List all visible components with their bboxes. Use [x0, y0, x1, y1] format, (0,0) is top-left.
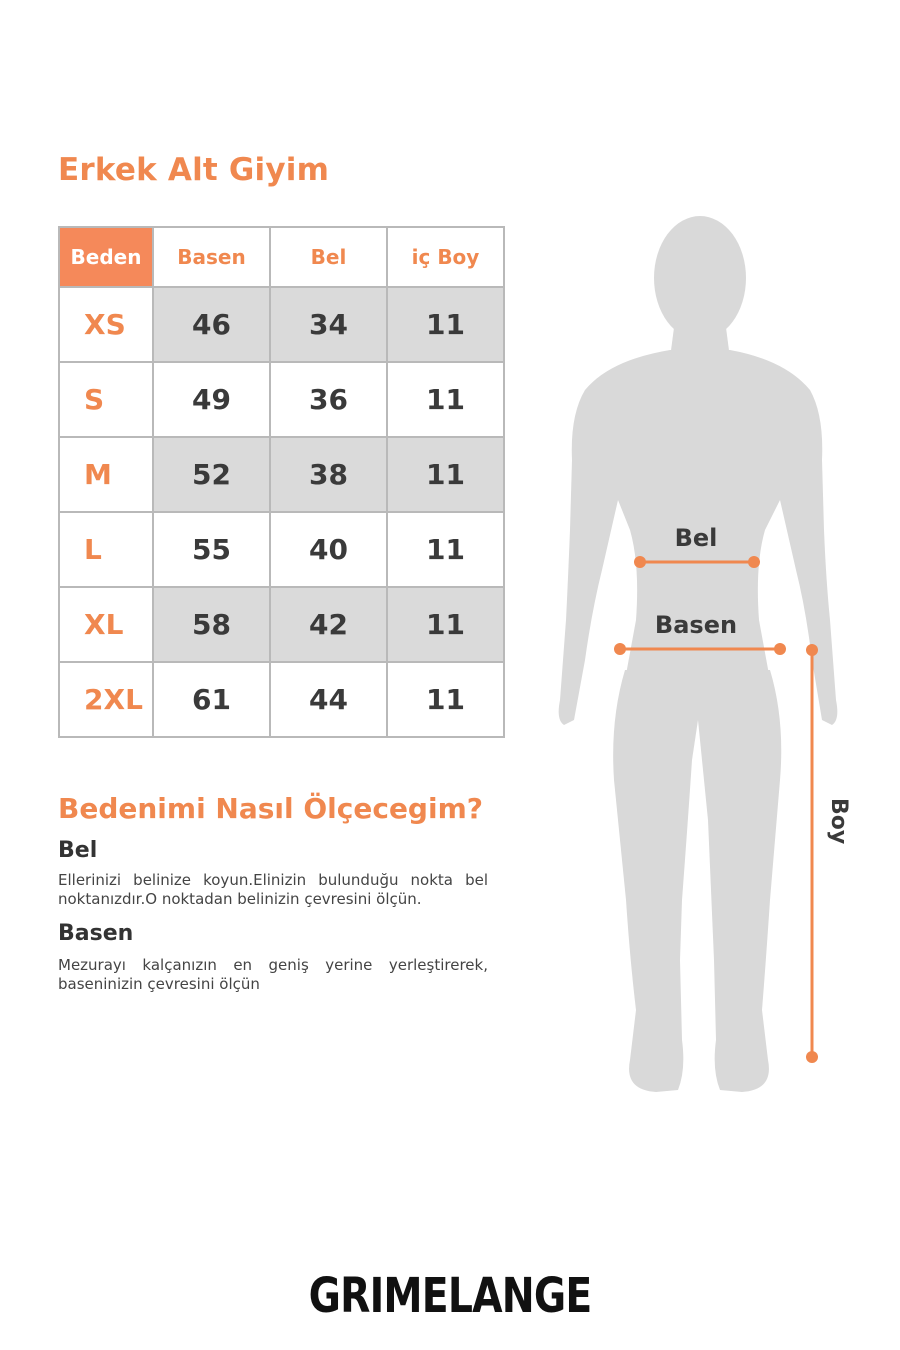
header-ic-boy: iç Boy [387, 227, 504, 287]
table-row [59, 437, 504, 512]
boy-cell: 11 [387, 362, 504, 437]
header-bel: Bel [270, 227, 387, 287]
bel-heading: Bel [58, 838, 98, 863]
bel-cell: 36 [270, 362, 387, 437]
basen-cell: 55 [153, 512, 270, 587]
basen-cell: 58 [153, 587, 270, 662]
table-row [59, 287, 504, 362]
page-title: Erkek Alt Giyim [58, 152, 330, 188]
size-cell: 2XL [59, 662, 153, 737]
bel-measure-start [634, 556, 646, 568]
bel-label: Bel [674, 524, 718, 552]
guide-title: Bedenimi Nasıl Ölçecegim? [58, 792, 483, 825]
boy-cell: 11 [387, 437, 504, 512]
table-row [59, 362, 504, 437]
basen-cell: 49 [153, 362, 270, 437]
basen-measure-end [774, 643, 786, 655]
boy-cell: 11 [387, 587, 504, 662]
boy-label: Boy [826, 798, 851, 845]
size-cell: L [59, 512, 153, 587]
bel-cell: 40 [270, 512, 387, 587]
table-row [59, 512, 504, 587]
bel-cell: 34 [270, 287, 387, 362]
boy-measure-start [806, 644, 818, 656]
header-beden: Beden [59, 227, 153, 287]
basen-heading: Basen [58, 921, 134, 946]
size-cell: S [59, 362, 153, 437]
bel-cell: 44 [270, 662, 387, 737]
size-cell: XL [59, 587, 153, 662]
basen-label: Basen [654, 611, 738, 639]
boy-measure-end [806, 1051, 818, 1063]
basen-cell: 52 [153, 437, 270, 512]
boy-cell: 11 [387, 662, 504, 737]
size-table [58, 226, 505, 738]
basen-description: Mezurayı kalçanızın en geniş yerine yerleştirerek, baseninizin çevresini ölçün [58, 956, 488, 993]
body-silhouette [559, 216, 838, 1092]
size-cell: XS [59, 287, 153, 362]
bel-description: Ellerinizi belinize koyun.Elinizin bulunduğu nokta bel noktanızdır.O noktadan belinizin çevresini ölçün. [58, 871, 488, 908]
bel-cell: 42 [270, 587, 387, 662]
basen-cell: 46 [153, 287, 270, 362]
basen-measure-start [614, 643, 626, 655]
size-cell: M [59, 437, 153, 512]
table-row [59, 662, 504, 737]
boy-cell: 11 [387, 512, 504, 587]
table-row [59, 587, 504, 662]
bel-cell: 38 [270, 437, 387, 512]
basen-cell: 61 [153, 662, 270, 737]
body-figure [530, 200, 870, 1120]
table-header-row [59, 227, 504, 287]
bel-measure-end [748, 556, 760, 568]
brand-logo: GRIMELANGE [308, 1268, 592, 1324]
header-basen: Basen [153, 227, 270, 287]
boy-cell: 11 [387, 287, 504, 362]
